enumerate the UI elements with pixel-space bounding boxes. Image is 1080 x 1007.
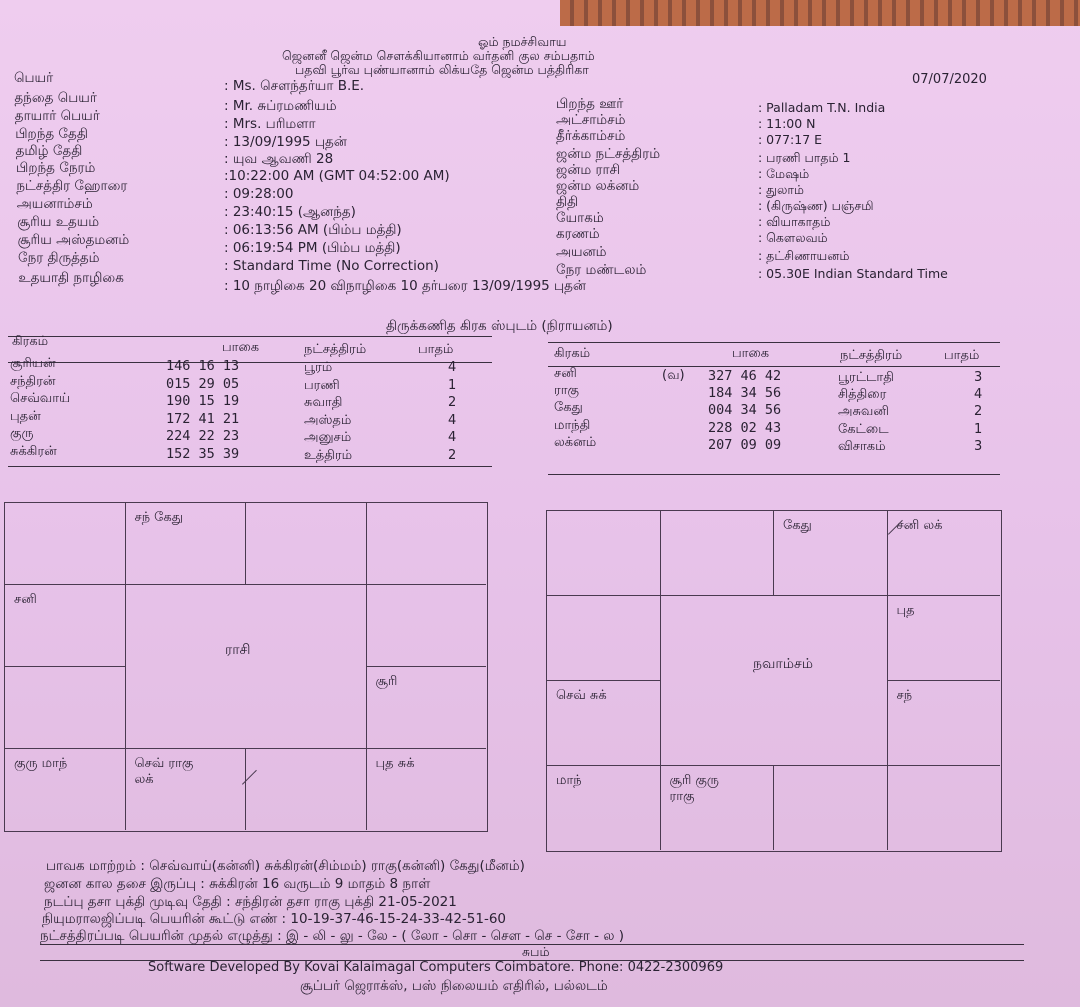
detail-value: : 11:00 N [758, 116, 816, 131]
planet-degree: 172 41 21 [166, 410, 240, 427]
detail-value: : 10 நாழிகை 20 விநாழிகை 10 தர்பரை 13/09/1995 புதன் [224, 278, 586, 294]
planet-name: சனி [554, 366, 577, 381]
col-header: பாகை [222, 340, 260, 355]
chart-cell-text: புத [896, 603, 915, 618]
planet-degree: 015 29 05 [166, 375, 240, 392]
chart-cell-text: சனி [14, 592, 37, 607]
detail-value: : 06:19:54 PM (பிம்ப மத்தி) [224, 240, 401, 256]
col-header: நட்சத்திரம் [304, 342, 367, 357]
planet-name: மாந்தி [554, 417, 591, 433]
col-header: பாதம் [418, 342, 454, 357]
planet-table-title: திருக்கணித கிரக ஸ்புடம் (நிராயனம்) [386, 318, 613, 334]
software-credit: Software Developed By Kovai Kalaimagal Computers Coimbatore. Phone: 0422-2300969 [148, 960, 724, 975]
detail-label: பிறந்த நேரம் [16, 160, 96, 176]
planet-degree: 327 46 42 [708, 368, 782, 384]
detail-label: தாயார் பெயர் [14, 108, 100, 124]
detail-label: சூரிய அஸ்தமனம் [17, 232, 130, 248]
header-line-3: பதவி பூர்வ புண்யானாம் லிக்யதே ஜென்ம பத்திரிகா [295, 62, 589, 77]
chart-cell-text: செவ் ராகு [134, 756, 194, 771]
planet-name: சுக்கிரன் [10, 444, 57, 459]
detail-label: நேர திருத்தம் [18, 250, 100, 266]
chart-frame [4, 502, 488, 832]
planet-name: ராகு [554, 383, 579, 399]
planet-pada: 1 [974, 421, 983, 437]
planet-name: புதன் [10, 408, 41, 424]
detail-value: :10:22:00 AM (GMT 04:52:00 AM) [224, 168, 450, 184]
detail-label: ஜன்ம நட்சத்திரம் [556, 146, 661, 162]
planet-pada: 2 [448, 395, 457, 411]
planet-star: அனுசம் [304, 430, 352, 446]
header-line-1: ஓம் நமச்சிவாய [478, 34, 567, 49]
chart-cell-text: சந் [896, 688, 913, 703]
subham: சுபம் [522, 944, 550, 959]
planet-star: சித்திரை [838, 387, 887, 403]
detail-label: தீர்க்காம்சம் [556, 128, 626, 144]
numerology: நியுமராலஜிப்படி பெயரின் கூட்டு எண் : 10-19-37-46-15-24-33-42-51-60 [42, 911, 507, 927]
chart-cell-text: சனி லக் [896, 518, 943, 533]
detail-label: திதி [556, 194, 579, 210]
background-fabric [560, 0, 1080, 26]
planet-name: செவ்வாய் [10, 391, 71, 407]
retro-flag: (வ) [662, 368, 685, 383]
planet-name: கேது [554, 400, 583, 416]
planet-degree: 184 34 56 [708, 385, 782, 402]
planet-star: அஸ்தம் [304, 412, 352, 428]
planet-degree: 146 16 13 [166, 358, 240, 374]
detail-value: : Mr. சுப்ரமணியம் [224, 98, 337, 114]
col-header: கிரகம் [554, 346, 591, 361]
detail-label: ஜன்ம லக்னம் [556, 178, 640, 194]
planet-pada: 4 [448, 430, 457, 446]
planet-star: பூரம் [304, 360, 333, 375]
col-header: கிரகம் [12, 334, 49, 349]
planet-star: உத்திரம் [304, 448, 353, 463]
chart-center-label: நவாம்சம் [753, 656, 813, 672]
shop-credit: சூப்பர் ஜெராக்ஸ், பஸ் நிலையம் எதிரில், பல்லடம் [300, 978, 608, 994]
detail-value: : 13/09/1995 புதன் [224, 134, 347, 150]
detail-label: உதயாதி நாழிகை [18, 270, 124, 286]
planet-name: லக்னம் [554, 434, 597, 450]
detail-value: : கௌலவம் [758, 230, 828, 245]
col-header: பாதம் [944, 348, 980, 363]
detail-value: : மேஷம் [758, 166, 810, 181]
planet-pada: 4 [448, 360, 457, 375]
chart-cell-text: லக் [134, 772, 154, 787]
bhava-change: பாவக மாற்றம் : செவ்வாய்(கன்னி) சுக்கிரன்(சிம்மம்) ராகு(கன்னி) கேது(மீனம்) [46, 858, 525, 874]
detail-label: யோகம் [556, 210, 604, 226]
detail-label: அயனாம்சம் [16, 196, 93, 212]
planet-degree: 207 09 09 [708, 436, 782, 453]
planet-degree: 228 02 43 [708, 419, 782, 436]
planet-star: விசாகம் [838, 438, 886, 454]
chart-cell-text: சந் கேது [134, 510, 183, 525]
planet-pada: 2 [974, 404, 983, 420]
dasa-balance: ஜனன கால தசை இருப்பு : சுக்கிரன் 16 வருடம் 9 மாதம் 8 நாள் [44, 876, 431, 892]
detail-value: : தட்சிணாயனம் [758, 248, 850, 263]
planet-pada: 3 [974, 438, 983, 454]
planet-pada: 3 [974, 370, 983, 385]
detail-value: : Palladam T.N. India [758, 100, 886, 115]
detail-label: பிறந்த ஊர் [556, 96, 624, 112]
planet-star: சுவாதி [304, 395, 343, 411]
name-letters: நட்சத்திரப்படி பெயரின் முதல் எழுத்து : இ - லி - லு - லே - ( லோ - சொ - சௌ - செ - சோ - ல ) [40, 928, 625, 944]
detail-value: : வியாகாதம் [758, 214, 831, 229]
detail-value: : Ms. சௌந்தர்யா B.E. [224, 78, 365, 94]
chart-cell-text: ராகு [669, 789, 695, 804]
detail-label: நேர மண்டலம் [556, 262, 647, 278]
detail-label: பெயர் [14, 70, 54, 86]
detail-value: : துலாம் [758, 182, 804, 197]
planet-star: அசுவனி [838, 404, 889, 420]
detail-value: : 23:40:15 (ஆனந்த) [224, 204, 356, 220]
col-header: நட்சத்திரம் [840, 348, 903, 363]
chart-cell-text: சூரி [375, 674, 398, 689]
detail-label: நட்சத்திர ஹோரை [16, 178, 128, 194]
detail-label: அட்சாம்சம் [556, 112, 626, 128]
planet-name: சந்திரன் [10, 373, 56, 389]
detail-value: : Mrs. பரிமளா [224, 116, 316, 132]
planet-name: குரு [10, 426, 34, 442]
planet-pada: 2 [448, 448, 457, 463]
chart-cell-text: புத சுக் [375, 756, 415, 771]
detail-label: தமிழ் தேதி [15, 143, 83, 159]
chart-frame [546, 510, 1002, 852]
chart-cell-text: கேது [783, 518, 812, 533]
detail-value: : (கிருஷ்ண) பஞ்சமி [758, 198, 874, 213]
detail-value: : 05.30E Indian Standard Time [758, 266, 948, 281]
detail-label: ஜன்ம ராசி [556, 162, 621, 178]
detail-value: : 09:28:00 [224, 186, 294, 202]
detail-label: தந்தை பெயர் [14, 90, 97, 106]
chart-cell-text: குரு மாந் [14, 756, 68, 771]
print-date: 07/07/2020 [912, 72, 987, 87]
chart-center-label: ராசி [225, 642, 251, 658]
detail-label: கரணம் [556, 226, 600, 242]
chart-cell-text: மாந் [556, 773, 582, 788]
planet-star: கேட்டை [838, 421, 889, 437]
detail-value: : யுவ ஆவணி 28 [224, 151, 334, 167]
chart-cell-text: சூரி குரு [669, 773, 719, 788]
header-line-2: ஜெனனீ ஜென்ம சௌக்கியானாம் வர்தனி குல சம்பதாம் [282, 48, 595, 63]
col-header: பாகை [732, 346, 770, 361]
planet-star: பூரட்டாதி [838, 370, 894, 385]
chart-cell-text: செவ் சுக் [556, 688, 607, 703]
planet-pada: 4 [974, 387, 983, 403]
planet-star: பரணி [304, 377, 340, 393]
detail-label: அயனம் [556, 244, 607, 260]
planet-name: சூரியன் [10, 356, 56, 371]
detail-value: : Standard Time (No Correction) [224, 258, 439, 274]
planet-degree: 224 22 23 [166, 428, 240, 445]
detail-label: சூரிய உதயம் [17, 214, 100, 230]
current-dasa-end: நடப்பு தசா புக்தி முடிவு தேதி : சந்திரன் தசா ராகு புக்தி 21-05-2021 [44, 894, 457, 910]
planet-degree: 190 15 19 [166, 393, 240, 410]
planet-pada: 1 [448, 377, 457, 393]
detail-value: : பரணி பாதம் 1 [758, 150, 851, 165]
planet-degree: 152 35 39 [166, 446, 240, 462]
detail-value: : 06:13:56 AM (பிம்ப மத்தி) [224, 222, 402, 238]
planet-pada: 4 [448, 412, 457, 428]
detail-label: பிறந்த தேதி [15, 126, 88, 142]
planet-degree: 004 34 56 [708, 402, 782, 419]
detail-value: : 077:17 E [758, 132, 823, 147]
